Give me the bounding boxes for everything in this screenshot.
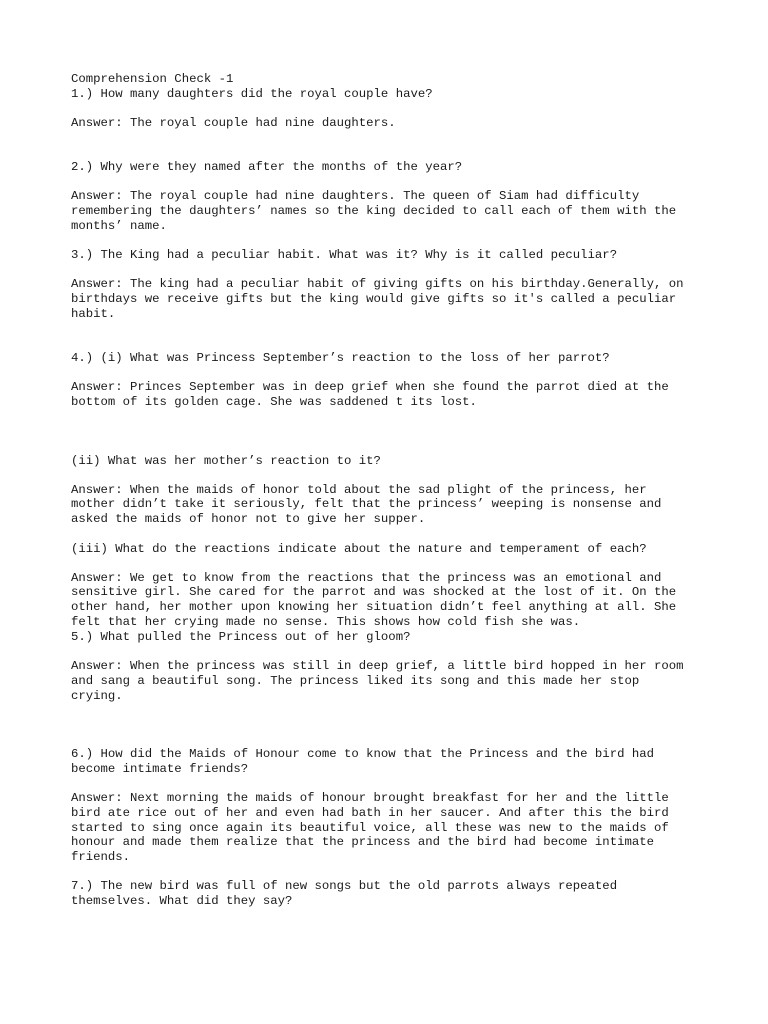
- answer-2-line-3: months’ name.: [71, 219, 167, 233]
- answer-4-iii-line-4: felt that her crying made no sense. This shows how cold fish she was.: [71, 615, 581, 629]
- answer-4-iii-line-2: sensitive girl. She cared for the parrot and was shocked at the lost of it. On the: [71, 585, 677, 599]
- question-6-line-2: become intimate friends?: [71, 762, 249, 776]
- answer-2-line-1: Answer: The royal couple had nine daughters. The queen of Siam had difficulty: [71, 189, 640, 203]
- question-4-iii: (iii) What do the reactions indicate about the nature and temperament of each?: [71, 542, 647, 556]
- answer-3-line-1: Answer: The king had a peculiar habit of giving gifts on his birthday.Generally, on: [71, 277, 684, 291]
- answer-3-line-2: birthdays we receive gifts but the king would give gifts so it's called a peculiar: [71, 292, 677, 306]
- answer-5-line-2: and sang a beautiful song. The princess liked its song and this made her stop: [71, 674, 640, 688]
- answer-6-line-3: started to sing once again its beautiful voice, all these was new to the maids of: [71, 821, 669, 835]
- answer-4-iii-line-1: Answer: We get to know from the reactions that the princess was an emotional and: [71, 571, 662, 585]
- answer-5-line-1: Answer: When the princess was still in deep grief, a little bird hopped in her room: [71, 659, 684, 673]
- answer-6-line-1: Answer: Next morning the maids of honour brought breakfast for her and the little: [71, 791, 669, 805]
- answer-1: Answer: The royal couple had nine daughters.: [71, 116, 396, 130]
- answer-5-line-3: crying.: [71, 689, 123, 703]
- answer-6-line-4: honour and made them realize that the princess and the bird had become intimate: [71, 835, 654, 849]
- answer-4-ii-line-1: Answer: When the maids of honor told about the sad plight of the princess, her: [71, 483, 647, 497]
- answer-6-line-5: friends.: [71, 850, 131, 864]
- answer-6-line-2: bird ate rice out of her and even had bath in her saucer. And after this the bird: [71, 806, 669, 820]
- answer-4-i-line-2: bottom of its golden cage. She was saddened t its lost.: [71, 395, 477, 409]
- question-1: 1.) How many daughters did the royal couple have?: [71, 87, 433, 101]
- question-6-line-1: 6.) How did the Maids of Honour come to know that the Princess and the bird had: [71, 747, 654, 761]
- answer-2-line-2: remembering the daughters’ names so the king decided to call each of them with the: [71, 204, 677, 218]
- question-4-ii: (ii) What was her mother’s reaction to it?: [71, 454, 381, 468]
- question-3: 3.) The King had a peculiar habit. What was it? Why is it called peculiar?: [71, 248, 618, 262]
- question-7-line-2: themselves. What did they say?: [71, 894, 293, 908]
- answer-4-ii-line-3: asked the maids of honor not to give her supper.: [71, 512, 426, 526]
- answer-3-line-3: habit.: [71, 307, 116, 321]
- question-4-i: 4.) (i) What was Princess September’s reaction to the loss of her parrot?: [71, 351, 610, 365]
- question-7-line-1: 7.) The new bird was full of new songs but the old parrots always repeated: [71, 879, 618, 893]
- answer-4-i-line-1: Answer: Princes September was in deep grief when she found the parrot died at the: [71, 380, 669, 394]
- answer-4-iii-line-3: other hand, her mother upon knowing her situation didn’t feel anything at all. She: [71, 600, 677, 614]
- answer-4-ii-line-2: mother didn’t take it seriously, felt that the princess’ weeping is nonsense and: [71, 497, 662, 511]
- question-5: 5.) What pulled the Princess out of her gloom?: [71, 630, 411, 644]
- question-2: 2.) Why were they named after the months of the year?: [71, 160, 463, 174]
- document-title: Comprehension Check -1: [71, 72, 234, 86]
